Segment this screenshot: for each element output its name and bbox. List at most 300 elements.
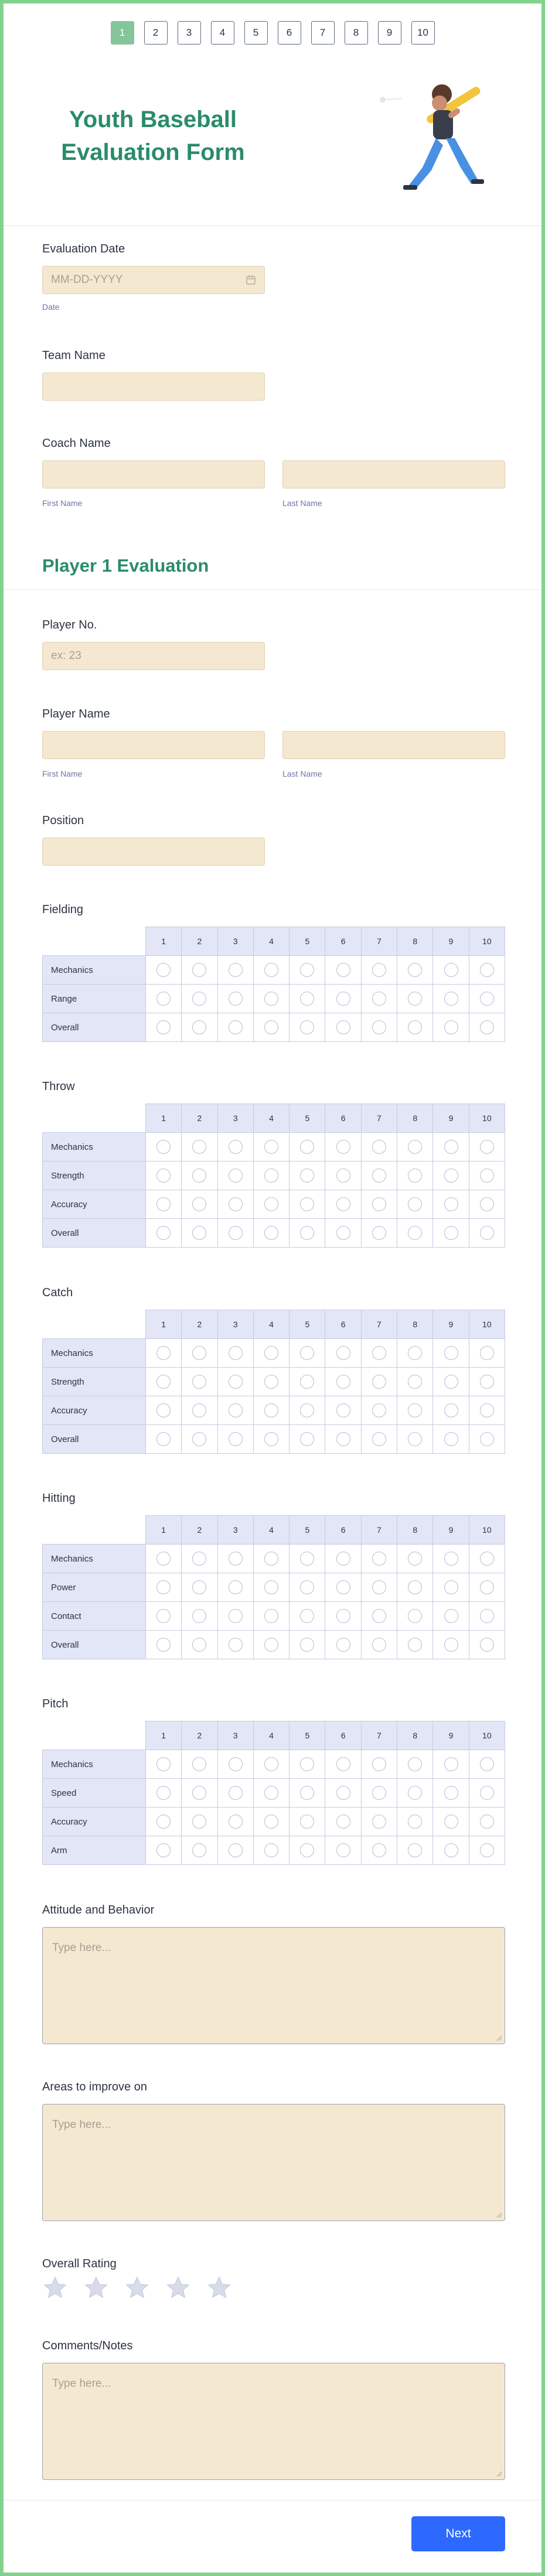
matrix-cell	[361, 1808, 397, 1836]
rating-radio[interactable]	[300, 1843, 314, 1857]
rating-radio[interactable]	[336, 1580, 350, 1594]
rating-radio[interactable]	[480, 1609, 494, 1623]
matrix-column-header: 4	[253, 1721, 289, 1750]
star-icon[interactable]	[165, 2275, 191, 2301]
matrix-cell	[182, 1368, 217, 1396]
rating-radio[interactable]	[480, 963, 494, 977]
comments-textarea[interactable]	[42, 2363, 505, 2480]
matrix-cell	[397, 1161, 433, 1190]
rating-radio[interactable]	[156, 963, 171, 977]
rating-radio[interactable]	[156, 1403, 171, 1417]
matrix-column-header: 6	[325, 927, 361, 956]
rating-radio[interactable]	[336, 1815, 350, 1829]
matrix-cell	[146, 1161, 182, 1190]
rating-radio[interactable]	[336, 1757, 350, 1771]
rating-radio[interactable]	[300, 963, 314, 977]
matrix-cell	[433, 956, 469, 985]
rating-radio[interactable]	[264, 1346, 278, 1360]
rating-radio[interactable]	[372, 1843, 386, 1857]
rating-radio[interactable]	[444, 1552, 458, 1566]
rating-radio[interactable]	[156, 1843, 171, 1857]
matrix-row	[43, 1219, 505, 1248]
coach-first-name-input[interactable]	[42, 460, 265, 488]
rating-radio[interactable]	[336, 1786, 350, 1800]
rating-radio[interactable]	[192, 1580, 206, 1594]
matrix-cell	[217, 1631, 253, 1659]
rating-radio[interactable]	[229, 1638, 243, 1652]
rating-radio[interactable]	[156, 1020, 171, 1034]
rating-radio[interactable]	[300, 1197, 314, 1211]
rating-radio[interactable]	[300, 1757, 314, 1771]
rating-radio[interactable]	[372, 1169, 386, 1183]
page-button-7[interactable]: 7	[311, 21, 335, 45]
page-button-4[interactable]: 4	[211, 21, 234, 45]
rating-radio[interactable]	[372, 992, 386, 1006]
rating-radio[interactable]	[480, 1403, 494, 1417]
matrix-row	[43, 1339, 505, 1368]
rating-radio[interactable]	[444, 1197, 458, 1211]
rating-radio[interactable]	[192, 1552, 206, 1566]
rating-radio[interactable]	[372, 1346, 386, 1360]
rating-radio[interactable]	[480, 992, 494, 1006]
rating-radio[interactable]	[300, 1226, 314, 1240]
rating-radio[interactable]	[480, 1197, 494, 1211]
rating-radio[interactable]	[229, 1609, 243, 1623]
rating-radio[interactable]	[480, 1757, 494, 1771]
rating-radio[interactable]	[444, 1346, 458, 1360]
rating-radio[interactable]	[480, 1580, 494, 1594]
rating-radio[interactable]	[372, 1580, 386, 1594]
player-name-label: Player Name	[42, 708, 110, 720]
page-button-6[interactable]: 6	[278, 21, 301, 45]
matrix-cell	[253, 1219, 289, 1248]
next-button[interactable]: Next	[411, 2516, 505, 2551]
rating-radio[interactable]	[408, 1403, 422, 1417]
rating-radio[interactable]	[264, 1432, 278, 1446]
matrix-cell	[217, 1779, 253, 1808]
rating-radio[interactable]	[444, 1843, 458, 1857]
rating-radio[interactable]	[192, 1432, 206, 1446]
matrix-cell	[361, 1836, 397, 1865]
rating-radio[interactable]	[300, 1815, 314, 1829]
player-number-placeholder: ex: 23	[51, 650, 81, 662]
matrix-cell	[397, 1190, 433, 1219]
rating-radio[interactable]	[444, 992, 458, 1006]
rating-radio[interactable]	[408, 1020, 422, 1034]
matrix-column-header: 1	[146, 1721, 182, 1750]
matrix-row	[43, 956, 505, 985]
rating-radio[interactable]	[372, 1020, 386, 1034]
rating-radio[interactable]	[229, 1552, 243, 1566]
resize-grip-icon[interactable]	[495, 2034, 502, 2041]
matrix-column-header: 2	[182, 1721, 217, 1750]
rating-radio[interactable]	[156, 1815, 171, 1829]
matrix-corner	[43, 1721, 146, 1750]
rating-radio[interactable]	[192, 1375, 206, 1389]
rating-radio[interactable]	[372, 1638, 386, 1652]
rating-radio[interactable]	[300, 1786, 314, 1800]
matrix-cell	[289, 1836, 325, 1865]
rating-radio[interactable]	[444, 1403, 458, 1417]
rating-radio[interactable]	[372, 1197, 386, 1211]
rating-radio[interactable]	[444, 1786, 458, 1800]
player-last-name-input[interactable]	[282, 731, 505, 759]
form-header	[4, 68, 541, 226]
rating-radio[interactable]	[372, 1786, 386, 1800]
rating-radio[interactable]	[408, 1140, 422, 1154]
rating-radio[interactable]	[444, 1375, 458, 1389]
comments-placeholder: Type here...	[52, 2377, 111, 2390]
rating-radio[interactable]	[408, 1815, 422, 1829]
rating-radio[interactable]	[408, 1226, 422, 1240]
matrix-cell	[253, 956, 289, 985]
page-button-2[interactable]: 2	[144, 21, 168, 45]
matrix-cell	[289, 1219, 325, 1248]
rating-radio[interactable]	[408, 1638, 422, 1652]
matrix-cell	[182, 1602, 217, 1631]
rating-radio[interactable]	[408, 1375, 422, 1389]
matrix-cell	[253, 1750, 289, 1779]
rating-radio[interactable]	[336, 1346, 350, 1360]
rating-radio[interactable]	[156, 992, 171, 1006]
rating-radio[interactable]	[336, 1140, 350, 1154]
rating-radio[interactable]	[336, 1552, 350, 1566]
rating-radio[interactable]	[229, 992, 243, 1006]
matrix-corner	[43, 1104, 146, 1133]
matrix-cell	[361, 1013, 397, 1042]
matrix-cell	[325, 1339, 361, 1368]
rating-radio[interactable]	[229, 1020, 243, 1034]
rating-radio[interactable]	[372, 1226, 386, 1240]
star-icon[interactable]	[83, 2275, 109, 2301]
rating-radio[interactable]	[192, 1638, 206, 1652]
matrix-corner	[43, 927, 146, 956]
rating-radio[interactable]	[300, 1403, 314, 1417]
rating-radio[interactable]	[300, 1638, 314, 1652]
rating-radio[interactable]	[156, 1432, 171, 1446]
rating-radio[interactable]	[264, 1197, 278, 1211]
matrix-column-header: 8	[397, 1721, 433, 1750]
rating-radio[interactable]	[480, 1786, 494, 1800]
rating-radio[interactable]	[264, 1403, 278, 1417]
rating-radio[interactable]	[444, 1020, 458, 1034]
matrix-cell	[325, 1013, 361, 1042]
rating-radio[interactable]	[408, 1609, 422, 1623]
matrix-cell	[433, 1425, 469, 1454]
rating-radio[interactable]	[229, 1346, 243, 1360]
improve-textarea[interactable]	[42, 2104, 505, 2221]
pagination	[4, 21, 541, 45]
rating-radio[interactable]	[192, 992, 206, 1006]
matrix-cell	[325, 1545, 361, 1573]
rating-radio[interactable]	[372, 1552, 386, 1566]
rating-radio[interactable]	[156, 1757, 171, 1771]
rating-radio[interactable]	[156, 1346, 171, 1360]
rating-radio[interactable]	[408, 1757, 422, 1771]
player-number-label: Player No.	[42, 619, 97, 631]
pitch-label: Pitch	[42, 1697, 69, 1710]
rating-radio[interactable]	[480, 1843, 494, 1857]
rating-radio[interactable]	[336, 992, 350, 1006]
page-button-3[interactable]: 3	[178, 21, 201, 45]
rating-radio[interactable]	[300, 1140, 314, 1154]
player-number-input[interactable]	[42, 642, 265, 670]
rating-radio[interactable]	[372, 1757, 386, 1771]
rating-radio[interactable]	[444, 1580, 458, 1594]
rating-radio[interactable]	[229, 1197, 243, 1211]
page-button-9[interactable]: 9	[378, 21, 401, 45]
rating-radio[interactable]	[480, 1552, 494, 1566]
section-divider	[4, 589, 541, 590]
rating-radio[interactable]	[444, 1169, 458, 1183]
rating-radio[interactable]	[264, 1638, 278, 1652]
rating-radio[interactable]	[192, 1403, 206, 1417]
rating-radio[interactable]	[229, 1375, 243, 1389]
matrix-row-label: Overall	[43, 1631, 146, 1659]
rating-radio[interactable]	[229, 1432, 243, 1446]
matrix-cell	[146, 1750, 182, 1779]
rating-radio[interactable]	[156, 1140, 171, 1154]
coach-last-name-input[interactable]	[282, 460, 505, 488]
rating-radio[interactable]	[156, 1609, 171, 1623]
rating-radio[interactable]	[229, 1140, 243, 1154]
rating-radio[interactable]	[480, 1375, 494, 1389]
evaluation-date-input[interactable]	[42, 266, 265, 294]
matrix-cell	[289, 956, 325, 985]
rating-radio[interactable]	[156, 1226, 171, 1240]
rating-radio[interactable]	[372, 1403, 386, 1417]
matrix-cell	[289, 1808, 325, 1836]
rating-radio[interactable]	[480, 1638, 494, 1652]
rating-radio[interactable]	[264, 1226, 278, 1240]
matrix-cell	[182, 1750, 217, 1779]
rating-radio[interactable]	[229, 1843, 243, 1857]
rating-radio[interactable]	[336, 1169, 350, 1183]
rating-radio[interactable]	[408, 1552, 422, 1566]
matrix-column-header: 4	[253, 927, 289, 956]
rating-radio[interactable]	[300, 1432, 314, 1446]
matrix-column-header: 9	[433, 1516, 469, 1545]
matrix-cell	[433, 1545, 469, 1573]
rating-radio[interactable]	[264, 1169, 278, 1183]
rating-radio[interactable]	[264, 1375, 278, 1389]
rating-radio[interactable]	[300, 992, 314, 1006]
rating-radio[interactable]	[408, 1169, 422, 1183]
rating-radio[interactable]	[336, 1403, 350, 1417]
rating-radio[interactable]	[264, 1580, 278, 1594]
team-name-input[interactable]	[42, 373, 265, 401]
matrix-cell	[469, 1602, 505, 1631]
rating-radio[interactable]	[408, 1786, 422, 1800]
matrix-row	[43, 1190, 505, 1219]
matrix-cell	[469, 985, 505, 1013]
page-button-5[interactable]: 5	[244, 21, 268, 45]
rating-radio[interactable]	[229, 1786, 243, 1800]
rating-radio[interactable]	[264, 1020, 278, 1034]
rating-radio[interactable]	[156, 1169, 171, 1183]
matrix-cell	[217, 1808, 253, 1836]
rating-radio[interactable]	[264, 1609, 278, 1623]
rating-radio[interactable]	[480, 1140, 494, 1154]
matrix-cell	[146, 1425, 182, 1454]
matrix-row	[43, 985, 505, 1013]
matrix-cell	[146, 1133, 182, 1161]
matrix-cell	[289, 1602, 325, 1631]
rating-radio[interactable]	[264, 963, 278, 977]
rating-radio[interactable]	[192, 963, 206, 977]
rating-radio[interactable]	[480, 1020, 494, 1034]
rating-radio[interactable]	[192, 1226, 206, 1240]
rating-radio[interactable]	[192, 1815, 206, 1829]
matrix-column-header: 1	[146, 1516, 182, 1545]
matrix-cell	[217, 956, 253, 985]
matrix-cell	[146, 1013, 182, 1042]
star-icon[interactable]	[206, 2275, 232, 2301]
rating-radio[interactable]	[192, 1140, 206, 1154]
rating-radio[interactable]	[408, 1197, 422, 1211]
rating-radio[interactable]	[372, 1609, 386, 1623]
rating-radio[interactable]	[480, 1169, 494, 1183]
matrix-cell	[469, 1808, 505, 1836]
rating-radio[interactable]	[192, 1020, 206, 1034]
matrix-column-header: 5	[289, 1104, 325, 1133]
rating-radio[interactable]	[300, 1169, 314, 1183]
rating-radio[interactable]	[264, 1552, 278, 1566]
rating-radio[interactable]	[444, 1757, 458, 1771]
star-icon[interactable]	[124, 2275, 150, 2301]
rating-radio[interactable]	[444, 1609, 458, 1623]
rating-radio[interactable]	[156, 1375, 171, 1389]
rating-radio[interactable]	[336, 1375, 350, 1389]
rating-radio[interactable]	[336, 963, 350, 977]
rating-radio[interactable]	[336, 1432, 350, 1446]
rating-radio[interactable]	[192, 1757, 206, 1771]
matrix-column-header: 4	[253, 1516, 289, 1545]
rating-radio[interactable]	[372, 1140, 386, 1154]
rating-radio[interactable]	[300, 1375, 314, 1389]
rating-radio[interactable]	[480, 1815, 494, 1829]
matrix-cell	[397, 1779, 433, 1808]
rating-radio[interactable]	[156, 1786, 171, 1800]
rating-radio[interactable]	[336, 1020, 350, 1034]
rating-radio[interactable]	[444, 1140, 458, 1154]
rating-radio[interactable]	[156, 1638, 171, 1652]
rating-radio[interactable]	[156, 1552, 171, 1566]
rating-radio[interactable]	[192, 1197, 206, 1211]
rating-radio[interactable]	[408, 963, 422, 977]
matrix-column-header: 2	[182, 1104, 217, 1133]
rating-radio[interactable]	[229, 1226, 243, 1240]
resize-grip-icon[interactable]	[495, 2211, 502, 2218]
rating-radio[interactable]	[408, 992, 422, 1006]
rating-radio[interactable]	[192, 1786, 206, 1800]
resize-grip-icon[interactable]	[495, 2470, 502, 2477]
rating-radio[interactable]	[336, 1638, 350, 1652]
matrix-cell	[146, 1808, 182, 1836]
rating-radio[interactable]	[229, 1815, 243, 1829]
rating-radio[interactable]	[300, 1609, 314, 1623]
page-button-8[interactable]: 8	[345, 21, 368, 45]
matrix-row-label: Mechanics	[43, 1750, 146, 1779]
rating-radio[interactable]	[444, 1815, 458, 1829]
rating-radio[interactable]	[264, 1140, 278, 1154]
rating-radio[interactable]	[264, 992, 278, 1006]
rating-radio[interactable]	[444, 1638, 458, 1652]
rating-radio[interactable]	[408, 1346, 422, 1360]
rating-radio[interactable]	[229, 1169, 243, 1183]
page-button-1[interactable]: 1	[111, 21, 134, 45]
matrix-row-label: Strength	[43, 1161, 146, 1190]
rating-radio[interactable]	[156, 1580, 171, 1594]
player-first-name-input[interactable]	[42, 731, 265, 759]
rating-radio[interactable]	[229, 963, 243, 977]
matrix-cell	[146, 1631, 182, 1659]
rating-radio[interactable]	[480, 1432, 494, 1446]
matrix-cell	[361, 1133, 397, 1161]
rating-radio[interactable]	[444, 963, 458, 977]
matrix-cell	[217, 1573, 253, 1602]
matrix-cell	[397, 1013, 433, 1042]
matrix-cell	[433, 1013, 469, 1042]
calendar-icon[interactable]	[246, 275, 256, 285]
rating-radio[interactable]	[300, 1552, 314, 1566]
rating-radio[interactable]	[156, 1197, 171, 1211]
rating-radio[interactable]	[192, 1843, 206, 1857]
rating-radio[interactable]	[372, 1375, 386, 1389]
rating-radio[interactable]	[264, 1815, 278, 1829]
rating-radio[interactable]	[444, 1226, 458, 1240]
rating-radio[interactable]	[300, 1580, 314, 1594]
rating-radio[interactable]	[264, 1757, 278, 1771]
rating-radio[interactable]	[229, 1580, 243, 1594]
rating-radio[interactable]	[192, 1346, 206, 1360]
rating-radio[interactable]	[480, 1226, 494, 1240]
rating-radio[interactable]	[372, 1432, 386, 1446]
matrix-cell	[325, 1750, 361, 1779]
overall-rating-label: Overall Rating	[42, 2257, 117, 2270]
rating-radio[interactable]	[300, 1346, 314, 1360]
rating-radio[interactable]	[264, 1843, 278, 1857]
rating-radio[interactable]	[336, 1609, 350, 1623]
rating-radio[interactable]	[408, 1843, 422, 1857]
rating-radio[interactable]	[229, 1757, 243, 1771]
matrix-column-header: 9	[433, 927, 469, 956]
matrix-cell	[469, 1190, 505, 1219]
rating-radio[interactable]	[408, 1432, 422, 1446]
rating-radio[interactable]	[480, 1346, 494, 1360]
matrix-cell	[289, 1631, 325, 1659]
rating-radio[interactable]	[229, 1403, 243, 1417]
rating-radio[interactable]	[408, 1580, 422, 1594]
rating-radio[interactable]	[444, 1432, 458, 1446]
matrix-cell	[146, 1602, 182, 1631]
star-icon[interactable]	[42, 2275, 68, 2301]
throw-label: Throw	[42, 1080, 75, 1093]
rating-radio[interactable]	[372, 1815, 386, 1829]
rating-radio[interactable]	[192, 1169, 206, 1183]
page-button-10[interactable]: 10	[411, 21, 435, 45]
rating-radio[interactable]	[264, 1786, 278, 1800]
rating-radio[interactable]	[300, 1020, 314, 1034]
rating-radio[interactable]	[336, 1843, 350, 1857]
rating-radio[interactable]	[336, 1197, 350, 1211]
rating-radio[interactable]	[192, 1609, 206, 1623]
rating-radio[interactable]	[336, 1226, 350, 1240]
rating-radio[interactable]	[372, 963, 386, 977]
matrix-cell	[289, 1779, 325, 1808]
position-input[interactable]	[42, 838, 265, 866]
attitude-textarea[interactable]	[42, 1927, 505, 2044]
